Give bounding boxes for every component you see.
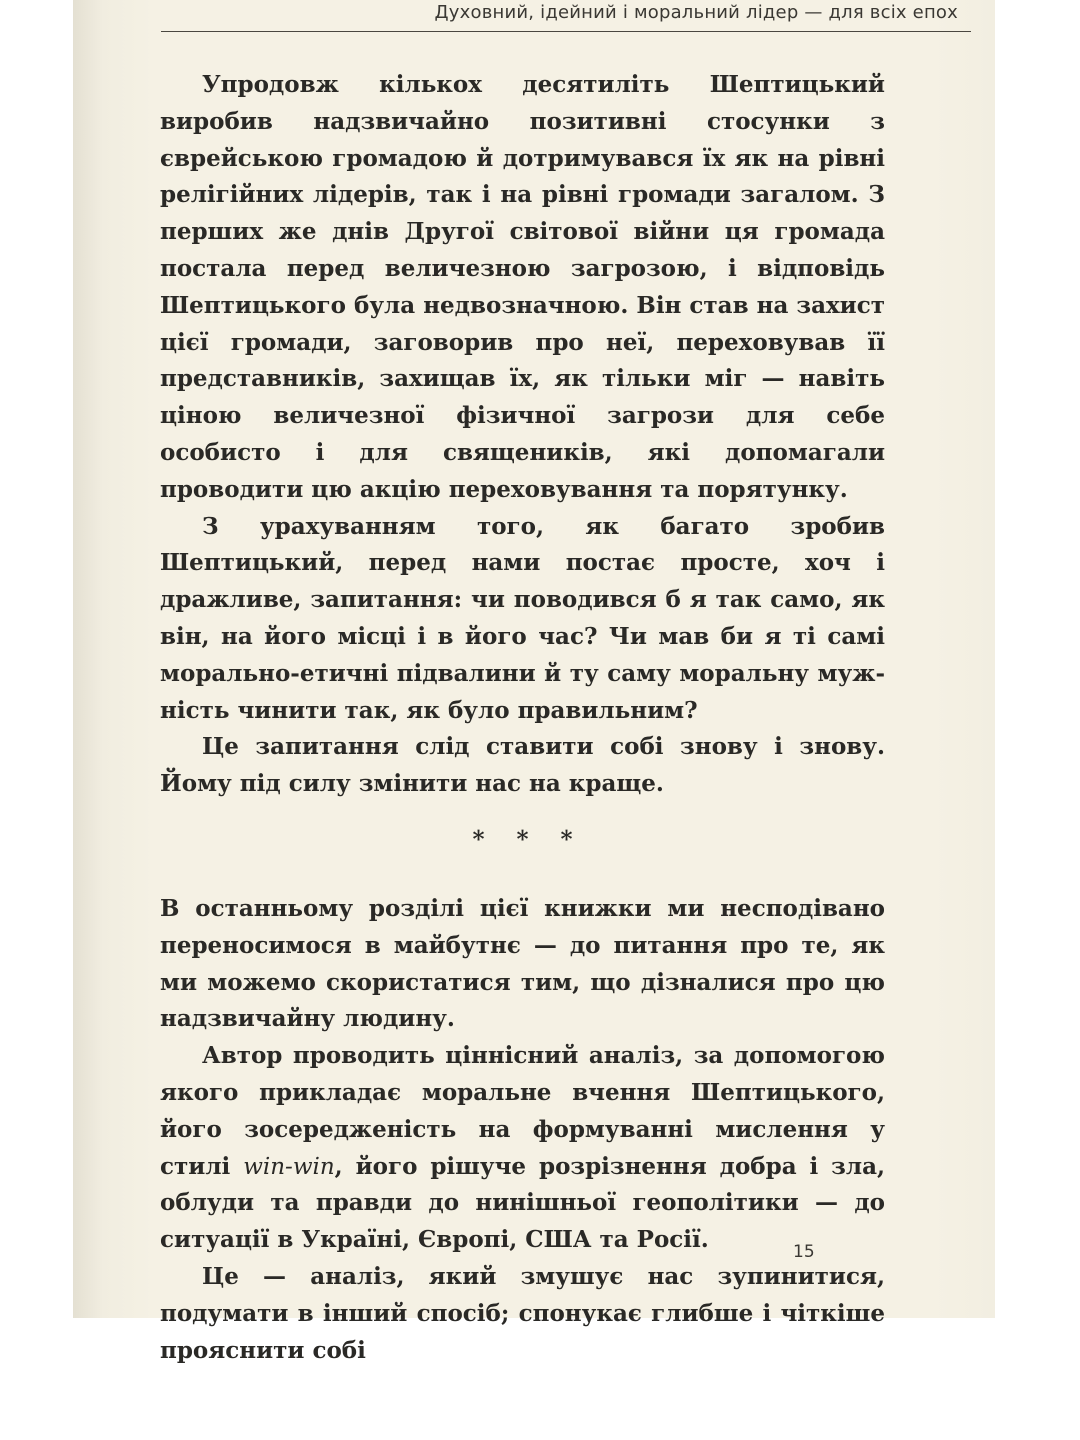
paragraph-5-italic-term: win-win [243,1153,335,1180]
body-text [160,67,885,1369]
paragraph-5-part-1: Автор проводить ціннісний аналіз, за допомогою якого прикладає моральне вчення Шептицького, його зосередженість на формуванні мислення у стилі [160,1042,885,1180]
header-rule [161,31,971,32]
running-header: Духовний, ідейний і моральний лідер — для всіх епох [434,2,958,23]
paragraph-3: Це запитання слід ставити собі знову і знову. Йому під силу змінити нас на краще. [160,733,885,798]
paragraph-1: Упродовж кількох десятиліть Шептицький виробив надзвичайно позитивні стосунки з єврейською громадою й дотримувався їх як на рівні релігійних лідерів, так і на рівні громади загалом. З перших же днів Другої світової війни ця громада постала перед величезною загрозою, і відповідь Шептицького була недвозначною. Він став на захист цієї громади, заговорив про неї, переховував її представників, захищав їх, як тільки міг — навіть ціною величезної фізичної загрози для себе особисто і для священиків, які допомагали проводити цю акцію переховування та порятунку. [160,71,885,503]
paragraph-4: В останньому розділі цієї книжки ми несподівано переносимося в майбутнє — до питання про те, як ми можемо скористатися тим, що дізналися про цю надзвичайну людину. [160,894,885,1033]
section-separator: * * * [472,825,585,853]
paragraph-6: Це — аналіз, який змушує нас зупинитися, подумати в інший спосіб; спонукає глибше і чіткіше прояснити собі [160,1262,885,1364]
paragraph-2: З урахуванням того, як багато зробив Шептицький, перед нами постає просте, хоч і дражливе, запитання: чи поводився б я так само, як він, на його місці і в його час? Чи мав би я ті самі морально-етичні підвалини й ту саму моральну мужність чинити так, як було правильним? [160,512,885,724]
page-number: 15 [793,1242,815,1262]
paragraph-5 [160,1038,885,1259]
book-page [73,0,995,1364]
paragraph-5-part-2: , його рішуче розрізнення добра і зла, облуди та правди до нинішньої геополітики — до ситуації в Україні, Європі, США та Росії. [160,1152,885,1254]
